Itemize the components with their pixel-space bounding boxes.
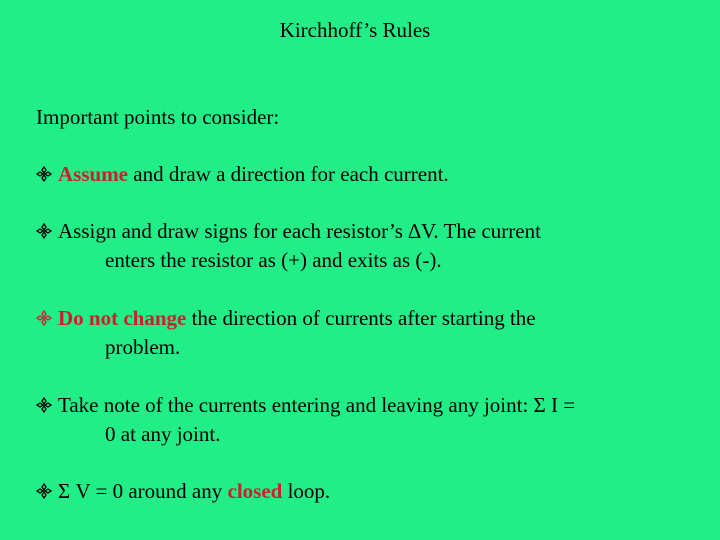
bullet-text-line1: Assign and draw signs for each resistor’s ∆V. The current (58, 219, 541, 243)
bullet-assign-signs (36, 217, 686, 275)
bullet-do-not-change (36, 304, 686, 362)
bullet-text-line2: enters the resistor as (+) and exits as (-). (105, 248, 442, 272)
four-diamond-ornament-icon (36, 217, 58, 246)
bullet-text-after: loop. (282, 479, 331, 503)
four-diamond-ornament-icon (36, 160, 58, 189)
bullet-text-line1: Take note of the currents entering and leaving any joint: Σ I = (58, 393, 576, 417)
bullet-junction-rule (36, 391, 686, 449)
bullet-text-line2: problem. (105, 335, 181, 359)
slide-title (0, 16, 720, 44)
bullet-text-line1: the direction of currents after starting the (186, 306, 536, 330)
four-diamond-ornament-icon (36, 477, 58, 506)
bullet-text-before: Σ V = 0 around any (58, 479, 228, 503)
four-diamond-ornament-icon (36, 391, 58, 420)
intro-text: Important points to consider: (36, 105, 280, 129)
four-diamond-ornament-icon-red (36, 304, 58, 333)
emphasis-closed: closed (227, 479, 283, 503)
emphasis-do-not-change: Do not change (58, 306, 187, 330)
slide-title-text: Kirchhoff’s Rules (279, 18, 431, 42)
bullet-text: and draw a direction for each current. (128, 162, 449, 186)
bullet-text-line2: 0 at any joint. (105, 422, 221, 446)
bullet-assume-direction (36, 160, 686, 189)
bullet-loop-rule (36, 477, 686, 506)
emphasis-assume: Assume (58, 162, 129, 186)
